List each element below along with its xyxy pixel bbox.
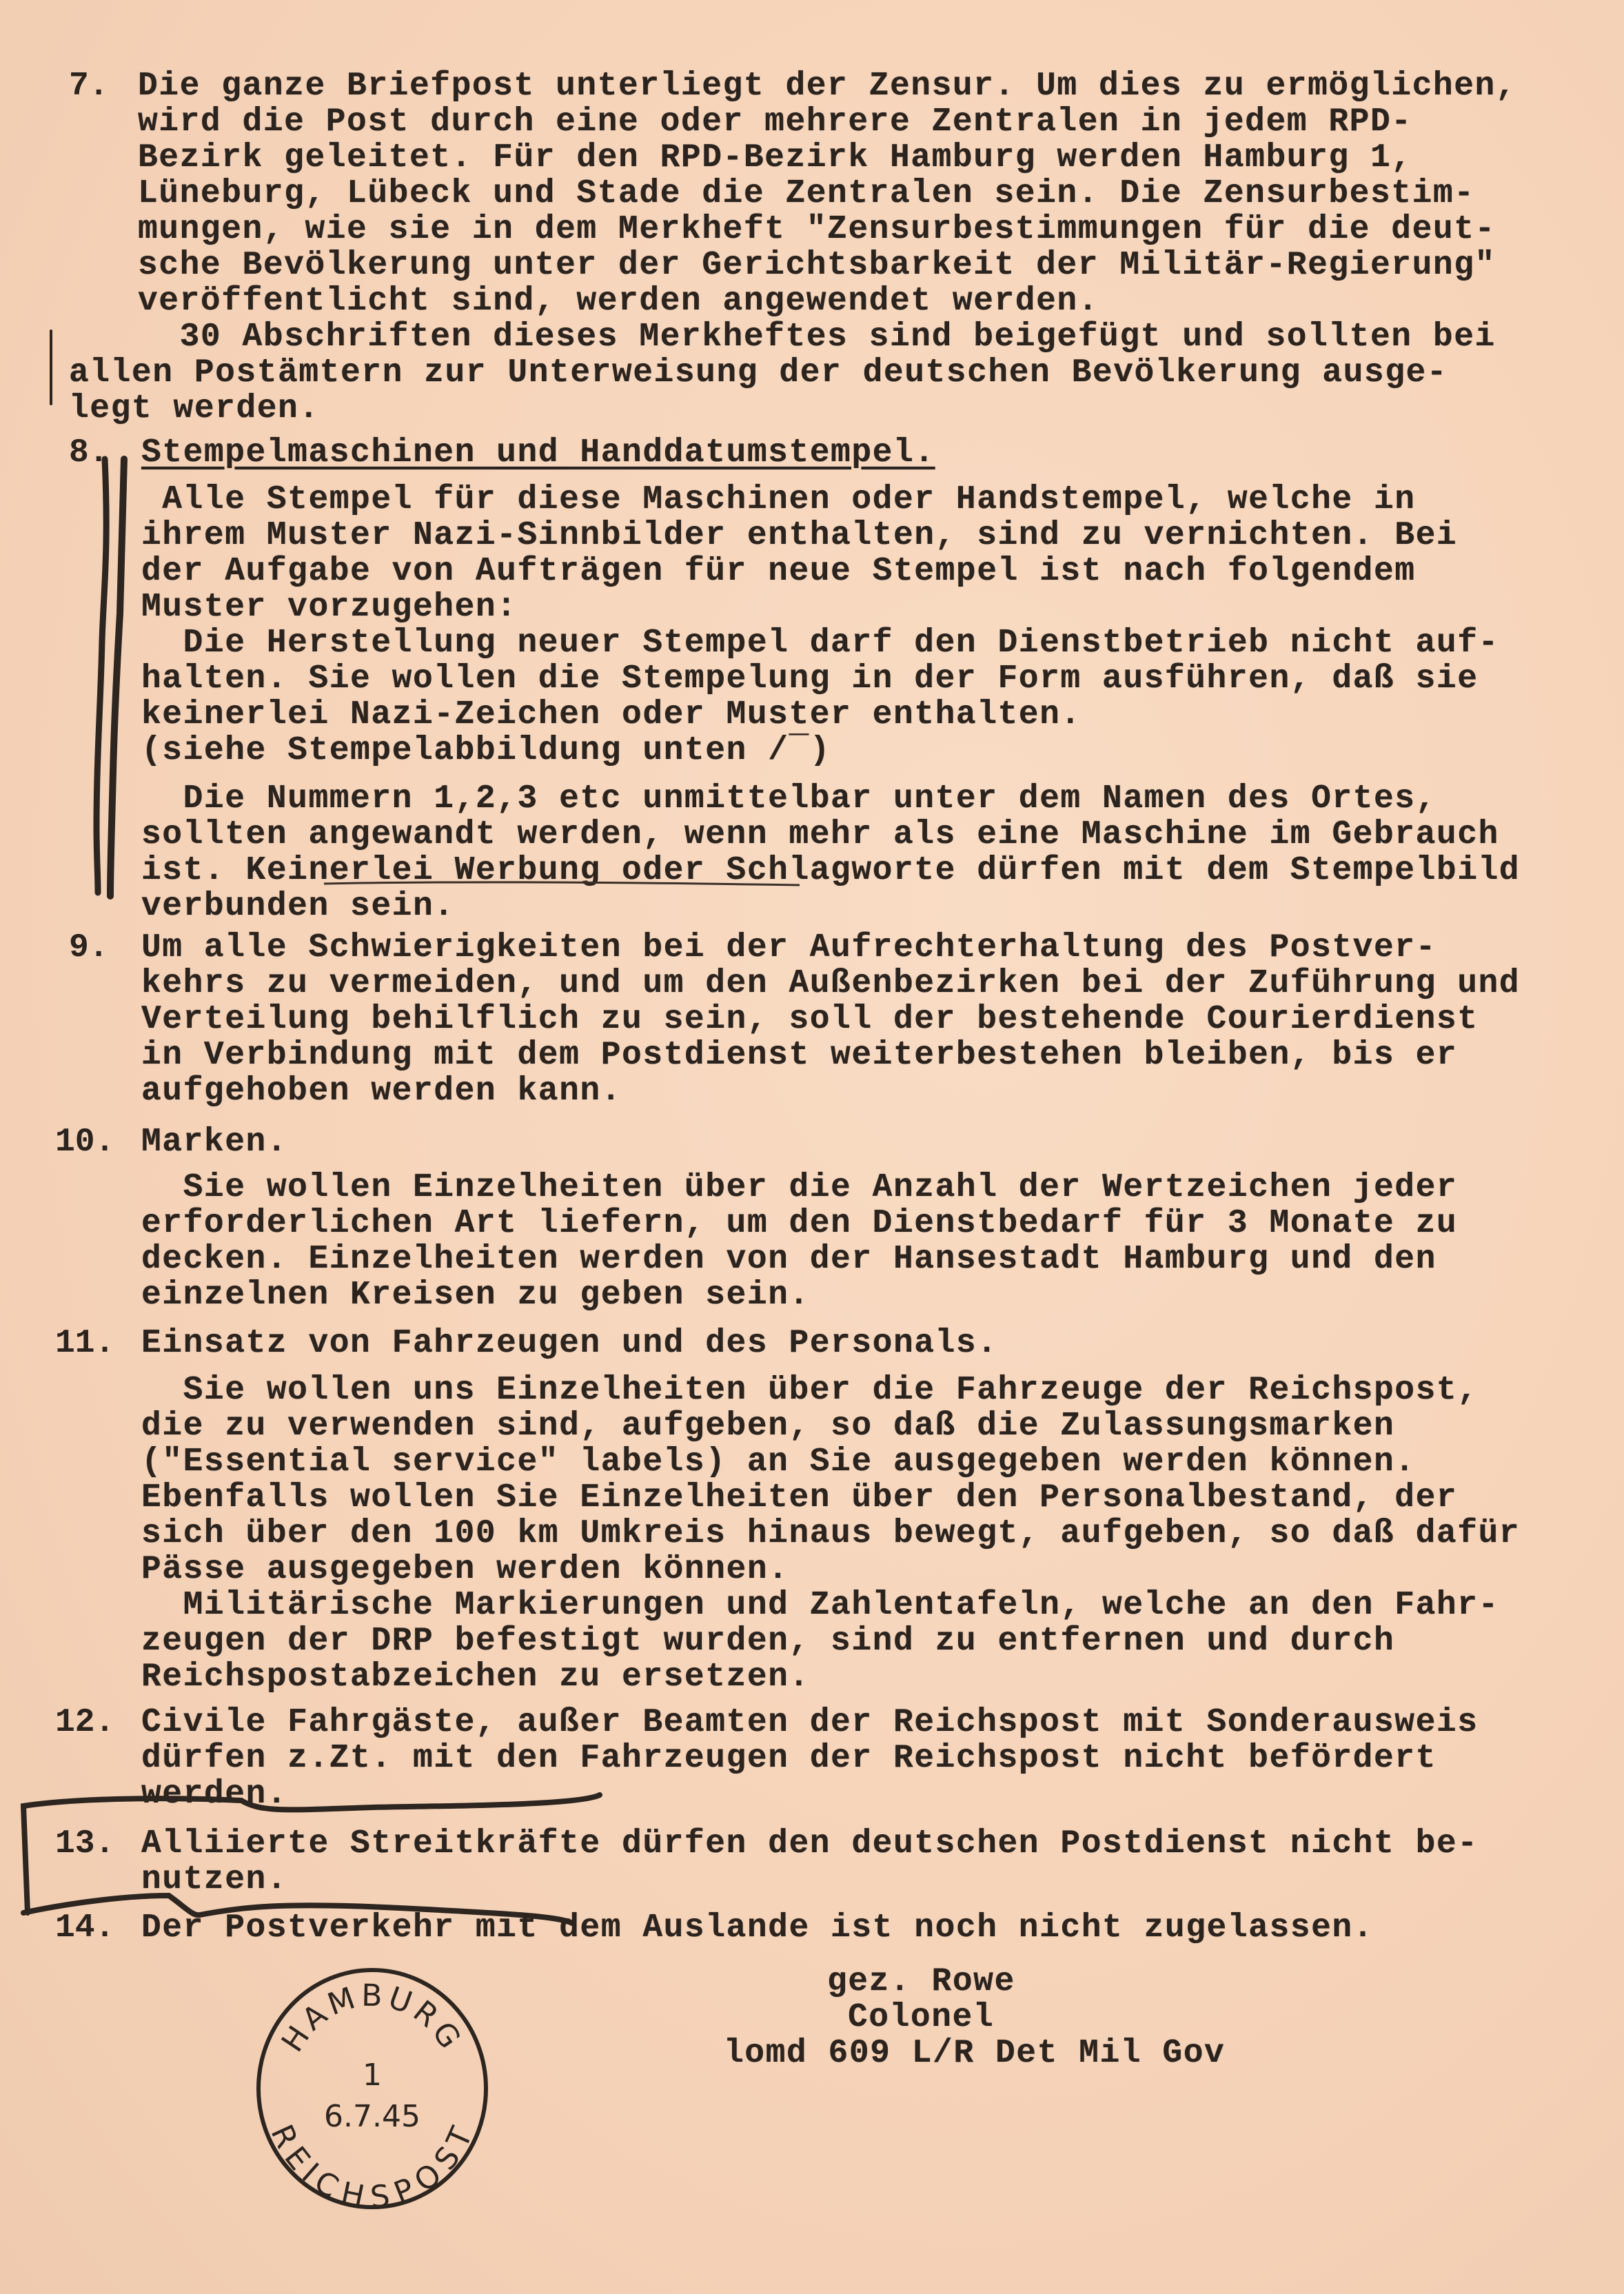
text-line: veröffentlicht sind, werden angewendet werden. (138, 283, 1099, 320)
text-line: nutzen. (141, 1861, 288, 1898)
text-line: legt werden. (69, 390, 320, 427)
text-line: Civile Fahrgäste, außer Beamten der Reichspost mit Sonderausweis (141, 1704, 1479, 1741)
text-line: sche Bevölkerung unter der Gerichtsbarkeit der Militär-Regierung" (138, 247, 1496, 284)
postmark-top-text: HAMBURG (274, 1978, 470, 2059)
text-line: sich über den 100 km Umkreis hinaus bewegt, aufgeben, so daß dafür (141, 1515, 1521, 1552)
text-line: keinerlei Nazi-Zeichen oder Muster enthalten. (141, 696, 1082, 733)
section-heading: Marken. (141, 1124, 288, 1161)
text-line: Sie wollen Einzelheiten über die Anzahl der Wertzeichen jeder (141, 1169, 1458, 1206)
text-line: Pässe ausgegeben werden können. (141, 1551, 789, 1588)
section-number: 10. (55, 1124, 115, 1161)
margin-bracket-mark (50, 329, 52, 405)
section-number: 14. (55, 1909, 115, 1947)
text-line: ("Essential service" labels) an Sie ausgegeben werden können. (141, 1443, 1416, 1481)
underline-mark (317, 877, 813, 891)
postmark-bottom-text: REICHSPOST (263, 2119, 481, 2215)
text-line: Ebenfalls wollen Sie Einzelheiten über den Personalbestand, der (141, 1479, 1458, 1516)
text-line: dürfen z.Zt. mit den Fahrzeugen der Reichspost nicht befördert (141, 1740, 1437, 1777)
text-line: ist. Keinerlei Werbung oder Schlagworte dürfen mit dem Stempelbild (141, 852, 1521, 889)
section-number: 8. (69, 434, 109, 471)
text-line: wird die Post durch eine oder mehrere Zentralen in jedem RPD- (138, 103, 1412, 141)
text-line: 30 Abschriften dieses Merkheftes sind beigefügt und sollten bei (138, 318, 1496, 356)
text-line: verbunden sein. (141, 888, 455, 925)
signature-unit: lomd 609 L/R Det Mil Gov (724, 2035, 1226, 2072)
text-line: Sie wollen uns Einzelheiten über die Fahrzeuge der Reichspost, (141, 1372, 1479, 1409)
text-line: Um alle Schwierigkeiten bei der Aufrechterhaltung des Postver- (141, 929, 1437, 966)
text-line: allen Postämtern zur Unterweisung der deutschen Bevölkerung ausge- (69, 354, 1448, 392)
text-line: (siehe Stempelabbildung unten /¯) (141, 732, 831, 769)
text-line: in Verbindung mit dem Postdienst weiterbestehen bleiben, bis er (141, 1037, 1458, 1074)
text-line: aufgehoben werden kann. (141, 1073, 622, 1110)
section-number: 12. (55, 1704, 115, 1741)
text-line: Alle Stempel für diese Maschinen oder Handstempel, welche in (141, 481, 1416, 518)
text-line: zeugen der DRP befestigt wurden, sind zu entfernen und durch (141, 1623, 1395, 1660)
text-line: sollten angewandt werden, wenn mehr als eine Maschine im Gebrauch (141, 816, 1499, 853)
section-number: 11. (55, 1325, 115, 1362)
text-line: ihrem Muster Nazi-Sinnbilder enthalten, sind zu vernichten. Bei (141, 517, 1458, 554)
section-number: 7. (69, 68, 109, 105)
text-line: Militärische Markierungen und Zahlentafeln, welche an den Fahr- (141, 1587, 1499, 1624)
text-line: kehrs zu vermeiden, und um den Außenbezirken bei der Zuführung und (141, 965, 1521, 1002)
postmark-date: 6.7.45 (324, 2099, 420, 2134)
text-line: einzelnen Kreisen zu geben sein. (141, 1277, 810, 1314)
text-line: Alliierte Streitkräfte dürfen den deutschen Postdienst nicht be- (141, 1825, 1479, 1862)
margin-double-line-mark (90, 414, 145, 910)
text-line: Reichspostabzeichen zu ersetzen. (141, 1658, 810, 1696)
section-heading: Einsatz von Fahrzeugen und des Personals. (141, 1325, 998, 1362)
text-line: Muster vorzugehen: (141, 589, 518, 626)
text-line: Die ganze Briefpost unterliegt der Zensur. Um dies zu ermöglichen, (138, 68, 1517, 105)
text-line: die zu verwenden sind, aufgeben, so daß die Zulassungsmarken (141, 1408, 1395, 1445)
text-line: Bezirk geleitet. Für den RPD-Bezirk Hamburg werden Hamburg 1, (138, 139, 1412, 176)
text-line: Der Postverkehr mit dem Auslande ist noch nicht zugelassen. (141, 1909, 1374, 1947)
text-line: Lüneburg, Lübeck und Stade die Zentralen sein. Die Zensurbestim- (138, 175, 1475, 212)
text-line: decken. Einzelheiten werden von der Hansestadt Hamburg und den (141, 1241, 1437, 1278)
text-line: Die Nummern 1,2,3 etc unmittelbar unter dem Namen des Ortes, (141, 780, 1437, 818)
section-number: 13. (55, 1825, 115, 1862)
text-line: mungen, wie sie in dem Merkheft "Zensurbestimmungen für die deut- (138, 211, 1496, 248)
postmark-stamp (248, 1958, 496, 2220)
text-line: der Aufgabe von Aufträgen für neue Stempel ist nach folgendem (141, 553, 1416, 590)
text-line: Verteilung behilflich zu sein, soll der bestehende Courierdienst (141, 1001, 1479, 1038)
text-line: erforderlichen Art liefern, um den Dienstbedarf für 3 Monate zu (141, 1205, 1458, 1242)
signature-rank: Colonel (848, 1999, 995, 2036)
text-line: halten. Sie wollen die Stempelung in der Form ausführen, daß sie (141, 660, 1479, 698)
section-number: 9. (69, 929, 109, 966)
section-heading: Stempelmaschinen und Handdatumstempel. (141, 434, 935, 471)
postmark-office-number: 1 (363, 2058, 382, 2093)
text-line: Die Herstellung neuer Stempel darf den Dienstbetrieb nicht auf- (141, 625, 1499, 662)
signature-name: gez. Rowe (827, 1963, 1015, 2000)
text-line: werden. (141, 1776, 288, 1813)
